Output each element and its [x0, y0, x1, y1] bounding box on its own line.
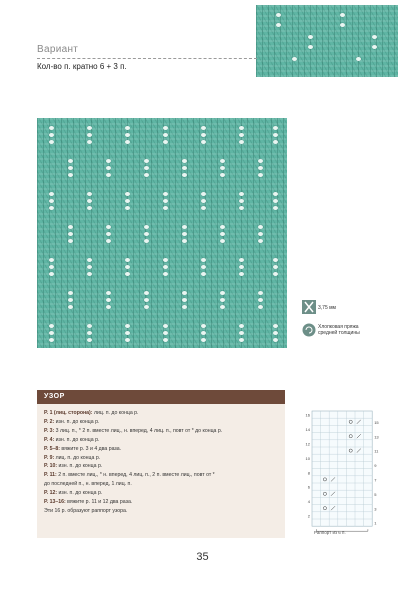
eyelet	[258, 232, 263, 236]
eyelet	[87, 258, 92, 262]
eyelet	[125, 199, 130, 203]
eyelet	[49, 192, 54, 196]
yarn-type-line1: Хлопковая пряжа	[318, 324, 359, 330]
eyelet	[106, 173, 111, 177]
eyelet	[201, 206, 206, 210]
needle-size-icon	[302, 300, 316, 314]
eyelet	[49, 338, 54, 342]
row-text: изн. п. до конца р.	[54, 418, 100, 425]
eyelet	[273, 258, 278, 262]
stitch-multiple: Кол-во п. кратно 6 + 3 п.	[37, 62, 127, 71]
eyelet	[106, 239, 111, 243]
eyelet	[201, 126, 206, 130]
eyelet	[49, 324, 54, 328]
eyelet	[144, 305, 149, 309]
eyelet	[273, 126, 278, 130]
pattern-row	[44, 462, 280, 471]
eyelet	[182, 159, 187, 163]
eyelet	[220, 173, 225, 177]
row-number-left: 16	[305, 412, 310, 418]
row-text: Эти 16 р. образуют раппорт узора.	[44, 507, 128, 514]
row-label: Р. 13–16:	[44, 499, 66, 506]
pattern-row	[44, 471, 280, 480]
eyelet	[163, 272, 168, 276]
row-text: лиц. п. до конца р.	[92, 410, 139, 416]
eyelet	[49, 140, 54, 144]
row-label: Р. 9:	[44, 454, 55, 461]
eyelet	[144, 298, 149, 302]
eyelet	[68, 298, 73, 302]
eyelet	[106, 232, 111, 236]
variant-heading: Вариант	[37, 44, 79, 55]
eyelet	[182, 173, 187, 177]
eyelet	[163, 199, 168, 203]
row-number-left: 6	[307, 484, 310, 490]
eyelet	[68, 291, 73, 295]
pattern-title: УЗОР	[44, 393, 65, 400]
eyelet	[68, 239, 73, 243]
row-label: Р. 5–8:	[44, 445, 60, 452]
eyelet	[201, 140, 206, 144]
eyelet	[125, 258, 130, 262]
eyelet	[201, 199, 206, 203]
eyelet	[87, 272, 92, 276]
eyelet	[68, 166, 73, 170]
eyelet	[182, 225, 187, 229]
eyelet	[239, 272, 244, 276]
eyelet	[68, 225, 73, 229]
row-number-right: 11	[374, 448, 379, 454]
row-text: 2 п. вместе лиц., * н. вперед, 4 лиц. п., 2 п. вместе лиц., повт от *	[56, 472, 215, 479]
row-number-right: 7	[374, 477, 377, 483]
swatch-photo	[37, 118, 287, 348]
eyelet	[239, 338, 244, 342]
eyelet	[220, 298, 225, 302]
eyelet	[144, 225, 149, 229]
eyelet	[273, 206, 278, 210]
eyelet	[201, 265, 206, 269]
eyelet	[87, 192, 92, 196]
eyelet	[125, 133, 130, 137]
eyelet	[201, 338, 206, 342]
eyelet	[273, 331, 278, 335]
eyelet	[273, 324, 278, 328]
eyelet	[87, 126, 92, 130]
row-text: лиц. п. до конца р.	[54, 454, 101, 461]
eyelet	[201, 272, 206, 276]
eyelet	[258, 305, 263, 309]
eyelet	[125, 338, 130, 342]
row-text: 3 лиц. п., * 2 п. вместе лиц., н. вперед, 4 лиц. п., повт от * до конца р.	[54, 427, 223, 434]
pattern-row	[44, 454, 280, 463]
row-number-right: 5	[374, 491, 377, 497]
eyelet	[258, 166, 263, 170]
eyelet	[144, 291, 149, 295]
row-number-left: 10	[305, 455, 310, 461]
eyelet	[182, 166, 187, 170]
eyelet	[87, 140, 92, 144]
eyelet	[220, 225, 225, 229]
eyelet	[163, 206, 168, 210]
page-number: 35	[196, 551, 209, 563]
eyelet	[106, 166, 111, 170]
repeat-label: Раппорт из 6 п.	[314, 530, 346, 535]
eyelet	[163, 324, 168, 328]
pattern-row	[44, 436, 280, 445]
eyelet	[220, 291, 225, 295]
eyelet	[220, 166, 225, 170]
pattern-row	[44, 498, 280, 507]
pattern-row	[44, 418, 280, 427]
pattern-row	[44, 445, 280, 454]
eyelet	[106, 159, 111, 163]
row-number-left: 14	[305, 427, 310, 433]
eyelet	[273, 265, 278, 269]
eyelet	[182, 305, 187, 309]
eyelet	[125, 331, 130, 335]
eyelet	[201, 324, 206, 328]
pattern-row	[44, 427, 280, 436]
eyelet	[273, 133, 278, 137]
eyelet	[68, 173, 73, 177]
eyelet	[258, 173, 263, 177]
row-number-left: 4	[307, 499, 310, 505]
row-number-right: 15	[374, 419, 379, 425]
eyelet	[49, 331, 54, 335]
eyelet	[220, 159, 225, 163]
eyelet	[87, 206, 92, 210]
eyelet	[273, 272, 278, 276]
knitting-chart	[300, 405, 395, 540]
eyelet	[106, 298, 111, 302]
eyelet	[163, 126, 168, 130]
eyelet	[201, 331, 206, 335]
row-number-left: 12	[305, 441, 310, 447]
eyelet	[68, 159, 73, 163]
pattern-header-bar	[37, 390, 285, 404]
yarn-type-line2: средней толщины	[318, 330, 360, 336]
row-number-right: 9	[374, 463, 377, 469]
yarn-ball-icon	[302, 323, 316, 337]
pattern-row	[44, 489, 280, 498]
eyelet	[49, 199, 54, 203]
eyelet	[68, 232, 73, 236]
eyelet	[87, 265, 92, 269]
eyelet	[163, 258, 168, 262]
row-label: Р. 10:	[44, 463, 58, 470]
eyelet	[201, 192, 206, 196]
eyelet	[201, 133, 206, 137]
row-label: Р. 3:	[44, 427, 55, 434]
needle-size: 3,75 мм	[318, 305, 336, 311]
eyelet	[163, 140, 168, 144]
row-label: Р. 1 (лиц. сторона):	[44, 410, 93, 416]
row-text: вяжите р. 3 и 4 два раза.	[59, 445, 122, 452]
pattern-row	[44, 507, 280, 516]
row-text: вяжите р. 11 и 12 два раза.	[65, 499, 133, 506]
eyelet	[258, 159, 263, 163]
pattern-row	[44, 480, 280, 489]
eyelet	[163, 265, 168, 269]
eyelet	[125, 126, 130, 130]
eyelet	[163, 192, 168, 196]
eyelet	[49, 258, 54, 262]
eyelet	[125, 192, 130, 196]
eyelet	[239, 140, 244, 144]
eyelet	[106, 291, 111, 295]
eyelet	[106, 305, 111, 309]
eyelet	[144, 239, 149, 243]
eyelet	[182, 291, 187, 295]
row-label: Р. 12:	[44, 490, 58, 497]
eyelet	[87, 324, 92, 328]
eyelet	[182, 239, 187, 243]
row-number-right: 13	[374, 434, 379, 440]
eyelet	[239, 265, 244, 269]
eyelet	[258, 239, 263, 243]
row-label: Р. 4:	[44, 436, 55, 443]
eyelet	[125, 324, 130, 328]
eyelet	[106, 225, 111, 229]
eyelet	[220, 305, 225, 309]
eyelet	[239, 192, 244, 196]
eyelet	[239, 331, 244, 335]
eyelet	[182, 298, 187, 302]
eyelet	[239, 206, 244, 210]
eyelet	[49, 133, 54, 137]
row-text: изн. п. до конца р.	[57, 490, 103, 497]
row-number-right: 3	[374, 506, 377, 512]
eyelet	[239, 133, 244, 137]
eyelet	[220, 239, 225, 243]
swatch-thumbnail	[256, 5, 398, 77]
row-number-right: 1	[374, 520, 377, 526]
pattern-row	[44, 409, 280, 418]
eyelet	[258, 291, 263, 295]
eyelet	[125, 206, 130, 210]
row-text: изн. п. до конца р.	[57, 463, 103, 470]
eyelet	[125, 140, 130, 144]
row-label: Р. 11:	[44, 472, 57, 479]
eyelet	[144, 232, 149, 236]
eyelet	[163, 133, 168, 137]
row-text: изн. п. до конца р.	[54, 436, 100, 443]
eyelet	[239, 126, 244, 130]
eyelet	[258, 225, 263, 229]
eyelet	[201, 258, 206, 262]
eyelet	[239, 199, 244, 203]
eyelet	[144, 159, 149, 163]
eyelet	[273, 199, 278, 203]
eyelet	[49, 265, 54, 269]
row-label: Р. 2:	[44, 418, 55, 425]
eyelet	[239, 324, 244, 328]
eyelet	[49, 126, 54, 130]
eyelet	[273, 140, 278, 144]
row-number-left: 2	[307, 513, 310, 519]
eyelet	[258, 298, 263, 302]
eyelet	[87, 199, 92, 203]
pattern-rows	[44, 409, 280, 516]
eyelet	[273, 192, 278, 196]
eyelet	[68, 305, 73, 309]
eyelet	[144, 166, 149, 170]
eyelet	[182, 232, 187, 236]
eyelet	[239, 258, 244, 262]
row-text: до последней п., н. вперед, 1 лиц. п.	[44, 481, 132, 488]
divider	[37, 58, 257, 59]
eyelet	[163, 338, 168, 342]
eyelet	[49, 206, 54, 210]
eyelet	[49, 272, 54, 276]
eyelet	[125, 265, 130, 269]
eyelet	[163, 331, 168, 335]
eyelet	[220, 232, 225, 236]
eyelet	[144, 173, 149, 177]
eyelet	[87, 331, 92, 335]
row-number-left: 8	[307, 470, 310, 476]
eyelet	[273, 338, 278, 342]
eyelet	[125, 272, 130, 276]
eyelet	[87, 338, 92, 342]
eyelet	[87, 133, 92, 137]
